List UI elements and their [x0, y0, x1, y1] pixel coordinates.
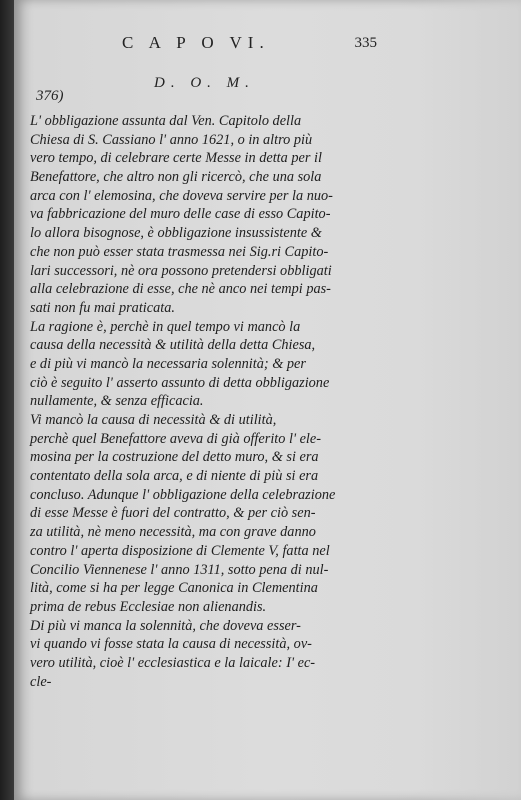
text-line: di esse Messe è fuori del contratto, & per ciò sen-: [30, 505, 316, 522]
text-line: La ragione è, perchè in quel tempo vi mancò la: [30, 318, 301, 335]
text-line: contro l' aperta disposizione di Clemente V, fatta nel: [30, 542, 330, 559]
page-number: 335: [354, 35, 377, 51]
book-page: [14, 0, 521, 800]
page-header: [14, 33, 521, 57]
text-line: mosina per la costruzione del detto muro, & si era: [30, 449, 319, 466]
document-number: 376): [36, 88, 64, 104]
body-text: [30, 112, 405, 691]
text-line: contentato della sola arca, e di niente di più si era: [30, 468, 319, 485]
text-line: lità, come si ha per legge Canonica in Clementina: [30, 580, 318, 597]
text-line: za utilità, nè meno necessità, ma con grave danno: [30, 524, 316, 541]
text-line: alla celebrazione di esse, che nè anco nei tempi pas-: [30, 281, 331, 298]
text-line: sati non fu mai praticata.: [30, 299, 175, 316]
text-line: Chiesa di S. Cassiano l' anno 1621, o in altro più: [30, 131, 313, 148]
text-line: Benefattore, che altro non gli ricercò, che una sola: [30, 169, 322, 186]
text-line: e di più vi mancò la necessaria solennità; & per: [30, 355, 306, 372]
running-title: C A P O VI.: [122, 33, 270, 52]
page-margin-shade: [414, 0, 521, 800]
text-line: vero utilità, cioè l' ecclesiastica e la laicale: I' ec-: [30, 654, 316, 671]
text-line: perchè quel Benefattore aveva di già offerito l' ele-: [30, 430, 322, 447]
text-line: cle-: [30, 673, 52, 690]
book-gutter: [0, 0, 14, 800]
dedication: D. O. M.: [154, 75, 255, 91]
text-line: Di più vi manca la solennità, che doveva esser-: [30, 617, 301, 634]
text-line: Vi mancò la causa di necessità & di utilità,: [30, 412, 277, 428]
text-line: arca con l' elemosina, che doveva servire per la nuo-: [30, 187, 333, 204]
text-line: Concilio Viennenese l' anno 1311, sotto pena di nul-: [30, 561, 329, 578]
text-line: concluso. Adunque l' obbligazione della celebrazione: [30, 486, 336, 503]
text-line: L' obbligazione assunta dal Ven. Capitolo della: [30, 113, 302, 129]
text-line: lo allora bisognose, è obbligazione insussistente &: [30, 225, 322, 242]
text-line: che non può esser stata trasmessa nei Sig.ri Capito-: [30, 243, 329, 260]
text-line: lari successori, nè ora possono pretendersi obbligati: [30, 262, 332, 279]
text-line: vi quando vi fosse stata la causa di necessità, ov-: [30, 636, 312, 653]
text-line: va fabbricazione del muro delle case di esso Capito-: [30, 206, 331, 223]
text-line: nullamente, & senza efficacia.: [30, 393, 204, 410]
text-line: ciò è seguito l' asserto assunto di detta obbligazione: [30, 374, 330, 391]
text-line: prima de rebus Ecclesiae non alienandis.: [30, 598, 267, 615]
text-line: causa della necessità & utilità della detta Chiesa,: [30, 337, 316, 354]
text-line: vero tempo, di celebrare certe Messe in detta per il: [30, 150, 322, 167]
